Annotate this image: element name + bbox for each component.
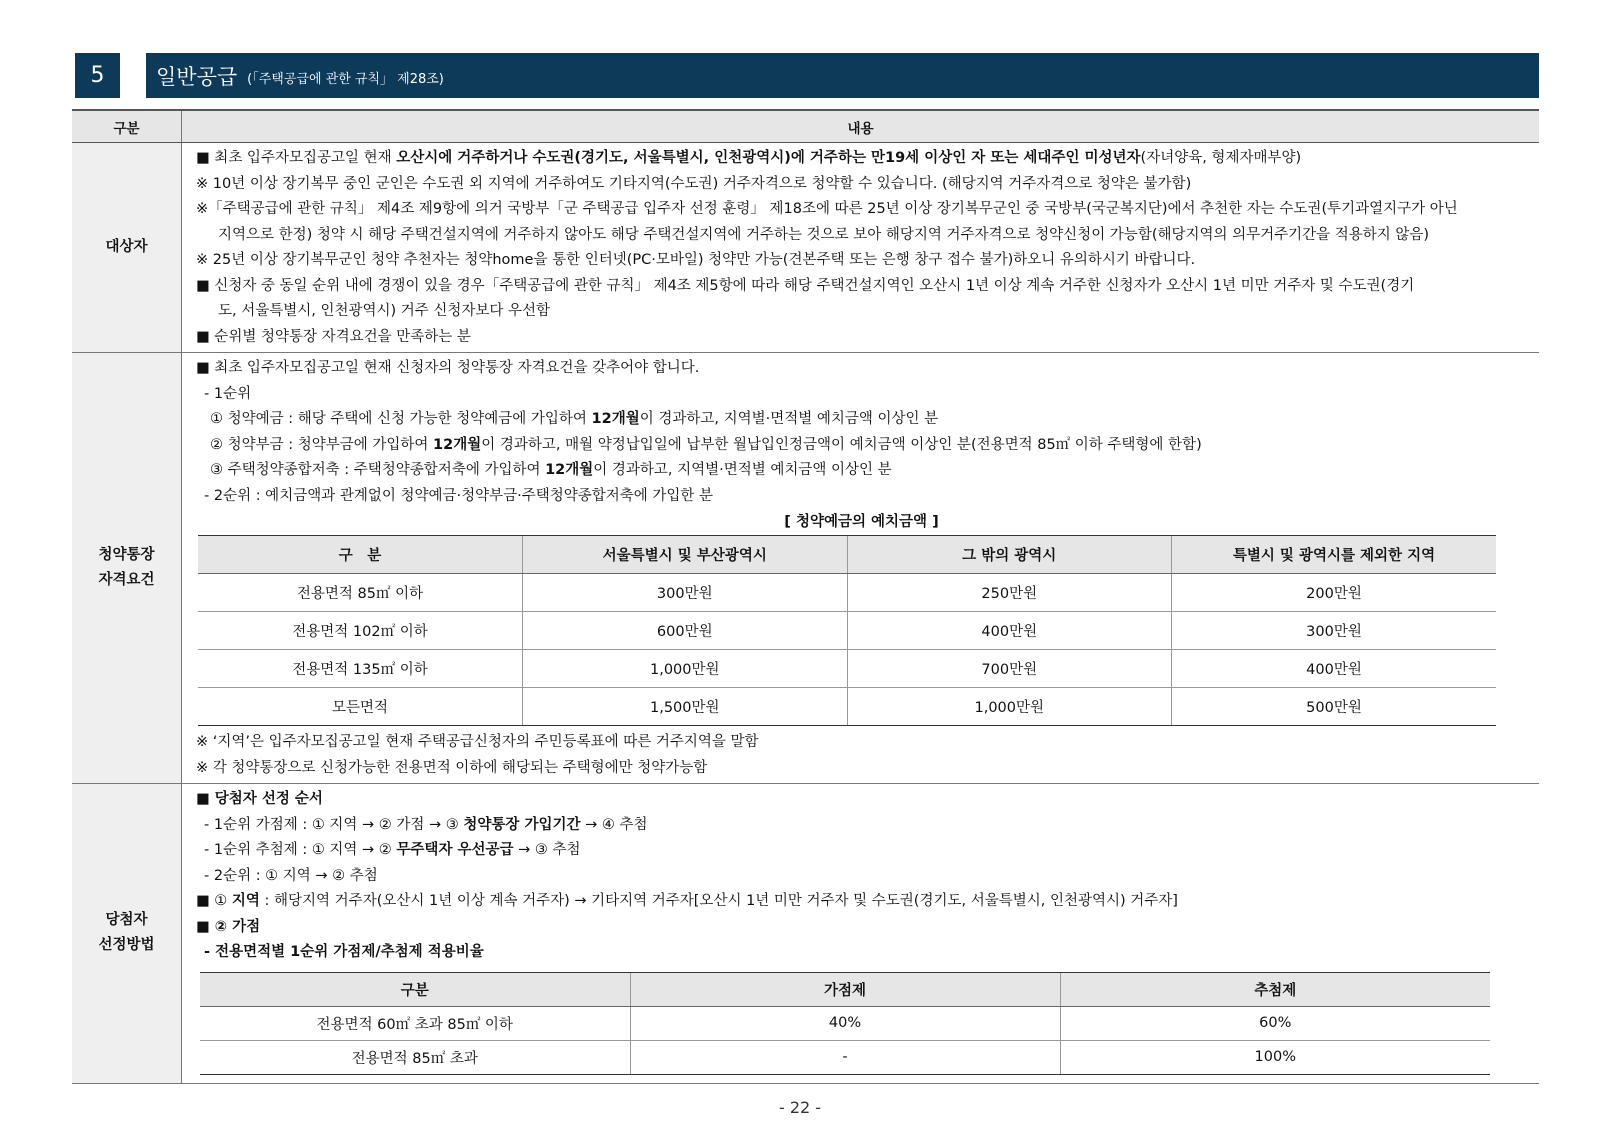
category-label-line-2: 자격요건 — [98, 572, 155, 588]
eligibility-line-6: ■ 순위별 청약통장 자격요건을 만족하는 분 — [196, 328, 471, 345]
account-note-1: ※ ‘지역’은 입주자모집공고일 현재 주택공급신청자의 주민등록표에 따른 거주지역을 말함 — [196, 734, 759, 750]
winner-line-3: - 1순위 추첨제 : ① 지역 → ② 무주택자 우선공급 → ③ 추첨 — [204, 842, 581, 858]
table-cell: 1,000만원 — [523, 650, 848, 688]
table-cell: 1,500만원 — [523, 688, 848, 726]
account-line-5: ③ 주택청약종합저축 : 주택청약종합저축에 가입하여 12개월이 경과하고, 지역별·면적별 예치금액 이상인 분 — [210, 462, 892, 478]
account-line-3: ① 청약예금 : 해당 주택에 신청 가능한 청약예금에 가입하여 12개월이 경과하고, 지역별·면적별 예치금액 이상인 분 — [210, 411, 939, 427]
page-number: - 22 - — [778, 1098, 822, 1117]
winner-line-7: - 전용면적별 1순위 가점제/추첨제 적용비율 — [204, 944, 484, 960]
table-cell: 600만원 — [523, 612, 848, 650]
table-cell: 전용면적 102㎡ 이하 — [198, 612, 523, 650]
table-cell: 40% — [630, 1006, 1060, 1040]
section-subtitle: (「주택공급에 관한 규칙」 제28조) — [247, 72, 444, 87]
table-cell: 200만원 — [1172, 574, 1497, 612]
eligibility-line-4: ※ 25년 이상 장기복무군인 청약 추천자는 청약home을 통한 인터넷(PC·모바일) 청약만 가능(견본주택 또는 은행 창구 접수 불가)하오니 유의하시기 바랍니다. — [196, 252, 1196, 268]
category-label-line-1: 당첨자 — [105, 911, 148, 928]
table-cell: 전용면적 60㎡ 초과 85㎡ 이하 — [200, 1006, 630, 1040]
content-eligibility — [182, 143, 1540, 353]
winner-line-4: - 2순위 : ① 지역 → ② 추첨 — [204, 867, 378, 884]
table-cell: 300만원 — [523, 574, 848, 612]
table-row — [198, 574, 1496, 612]
eligibility-line-3: ※「주택공급에 관한 규칙」 제4조 제9항에 의거 국방부「군 주택공급 입주자 선정 훈령」 제18조에 따른 25년 이상 장기복무군인 중 국방부(국군복지단)에서 추천한 자는 수도권(투기과열지구가 아닌 — [196, 201, 1458, 217]
category-label-line-2: 선정방법 — [98, 937, 155, 954]
table-cell: 250만원 — [847, 574, 1172, 612]
table-cell: 300만원 — [1172, 612, 1497, 650]
eligibility-line-2: ※ 10년 이상 장기복무 중인 군인은 수도권 외 지역에 거주하여도 기타지역(수도권) 거주자격으로 청약할 수 있습니다. (해당지역 거주자격으로 청약은 불가함) — [196, 175, 1192, 192]
category-account-requirements — [72, 353, 182, 784]
section-header — [146, 53, 1539, 98]
winner-line-6: ■ ② 가점 — [196, 918, 261, 935]
ratio-table — [200, 972, 1490, 1075]
table-cell: 400만원 — [847, 612, 1172, 650]
table-cell: - — [630, 1040, 1060, 1074]
category-label-line-1: 청약통장 — [98, 546, 155, 563]
table-cell: 100% — [1060, 1040, 1490, 1074]
general-supply-table — [72, 109, 1539, 1084]
table-cell: 400만원 — [1172, 650, 1497, 688]
table-row — [200, 1040, 1490, 1074]
eligibility-line-1: ■ 최초 입주자모집공고일 현재 오산시에 거주하거나 수도권(경기도, 서울특별시, 인천광역시)에 거주하는 만19세 이상인 자 또는 세대주인 미성년자(자녀양육, 형제자매부양) — [196, 150, 1302, 166]
eligibility-line-5: ■ 신청자 중 동일 순위 내에 경쟁이 있을 경우「주택공급에 관한 규칙」 제4조 제5항에 따라 해당 주택건설지역인 오산시 1년 이상 계속 거주한 신청자가 오산시 1년 미만 거주자 및 수도권(경기 — [196, 277, 1415, 294]
row-account-requirements — [72, 353, 1539, 784]
account-line-4: ② 청약부금 : 청약부금에 가입하여 12개월이 경과하고, 매월 약정납입일에 납부한 월납입인정금액이 예치금액 이상인 분(전용면적 85㎡ 이하 주택형에 한함) — [210, 436, 1202, 453]
account-note-2: ※ 각 청약통장으로 신청가능한 전용면적 이하에 해당되는 주택형에만 청약가능함 — [196, 759, 708, 776]
ratio-header: 구분 — [200, 972, 630, 1006]
eligibility-line-3b: 지역으로 한정) 청약 시 해당 주택건설지역에 거주하지 않아도 해당 주택건설지역에 거주하는 것으로 보아 해당지역 거주자격으로 청약신청이 가능함(해당지역의 의무거주기간을 적용하지 않음) — [218, 226, 1430, 243]
table-cell: 전용면적 85㎡ 초과 — [200, 1040, 630, 1074]
section-title: 일반공급 — [156, 64, 238, 89]
deposit-header: 서울특별시 및 부산광역시 — [523, 536, 848, 574]
table-cell: 모든면적 — [198, 688, 523, 726]
deposit-table-title: [ 청약예금의 예치금액 ] — [784, 514, 939, 530]
table-cell: 500만원 — [1172, 688, 1497, 726]
table-row — [200, 1006, 1490, 1040]
ratio-header: 가점제 — [630, 972, 1060, 1006]
account-line-1: ■ 최초 입주자모집공고일 현재 신청자의 청약통장 자격요건을 갖추어야 합니다. — [196, 360, 700, 376]
table-cell: 1,000만원 — [847, 688, 1172, 726]
category-winner-selection — [72, 784, 182, 1084]
deposit-header: 구 분 — [198, 536, 523, 574]
content-account-requirements — [182, 353, 1540, 784]
row-winner-selection — [72, 784, 1539, 1084]
winner-line-1: ■ 당첨자 선정 순서 — [196, 791, 323, 807]
row-eligibility — [72, 143, 1539, 353]
deposit-header: 그 밖의 광역시 — [847, 536, 1172, 574]
table-cell: 전용면적 85㎡ 이하 — [198, 574, 523, 612]
table-row — [198, 650, 1496, 688]
ratio-header: 추첨제 — [1060, 972, 1490, 1006]
eligibility-line-5b: 도, 서울특별시, 인천광역시) 거주 신청자보다 우선함 — [218, 303, 551, 319]
table-cell: 60% — [1060, 1006, 1490, 1040]
winner-line-2: - 1순위 가점제 : ① 지역 → ② 가점 → ③ 청약통장 가입기간 → ④ 추첨 — [204, 816, 648, 833]
header-content: 내용 — [182, 110, 1540, 143]
header-category: 구분 — [72, 110, 182, 143]
deposit-amount-table — [198, 535, 1496, 726]
account-line-6: - 2순위 : 예치금액과 관계없이 청약예금·청약부금·주택청약종합저축에 가입한 분 — [204, 487, 714, 504]
table-row — [198, 612, 1496, 650]
account-line-2: - 1순위 — [204, 385, 252, 402]
content-winner-selection — [182, 784, 1540, 1084]
table-cell: 전용면적 135㎡ 이하 — [198, 650, 523, 688]
table-row — [198, 688, 1496, 726]
category-eligibility: 대상자 — [72, 143, 182, 353]
deposit-header: 특별시 및 광역시를 제외한 지역 — [1172, 536, 1497, 574]
winner-line-5: ■ ① 지역 : 해당지역 거주자(오산시 1년 이상 계속 거주자) → 기타지역 거주자[오산시 1년 미만 거주자 및 수도권(경기도, 서울특별시, 인천광역시) 거주자] — [196, 893, 1178, 909]
table-cell: 700만원 — [847, 650, 1172, 688]
section-number: 5 — [75, 53, 120, 98]
